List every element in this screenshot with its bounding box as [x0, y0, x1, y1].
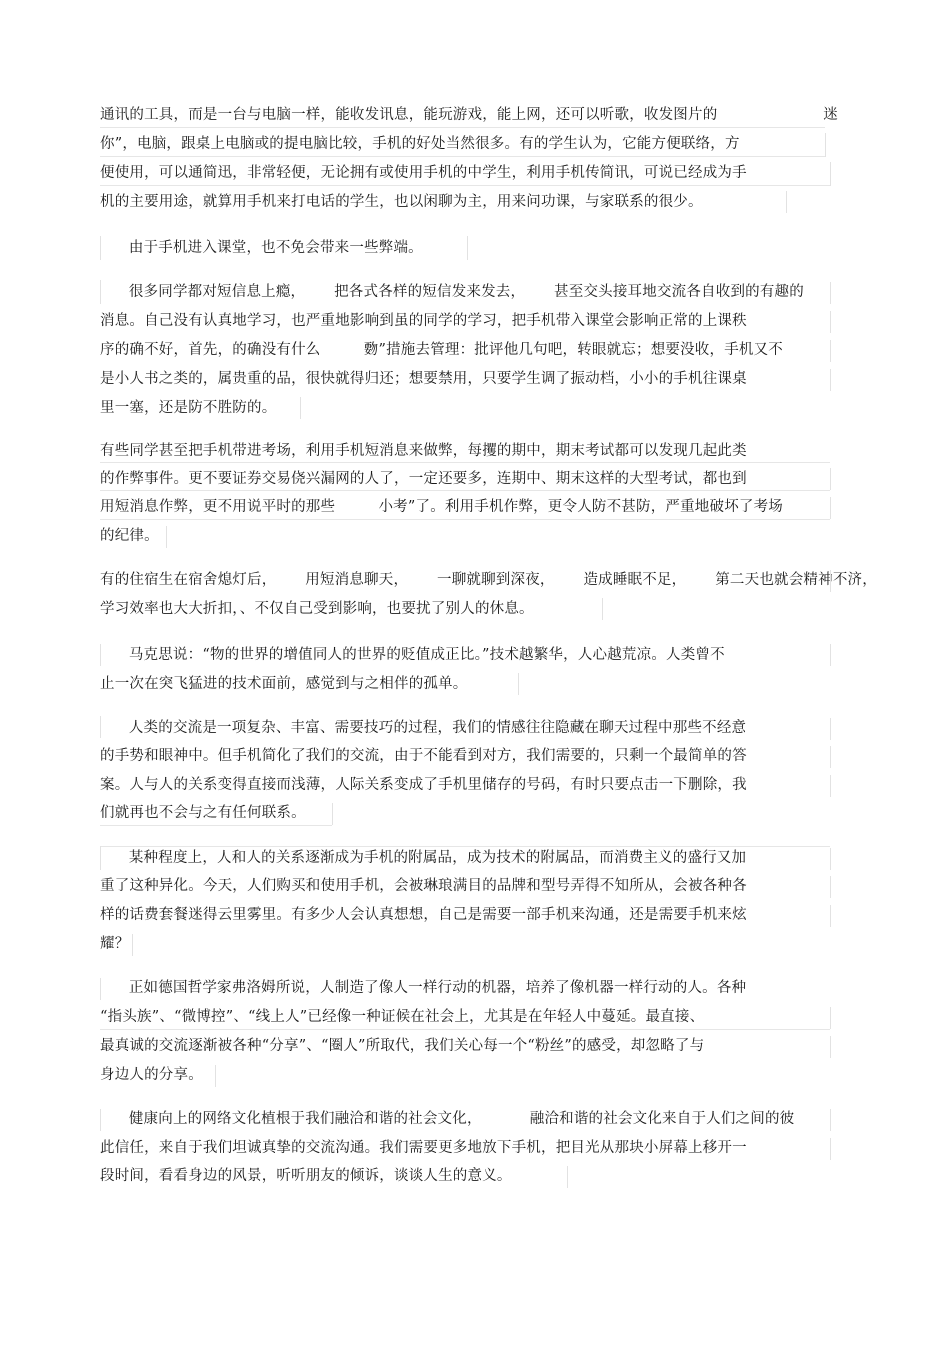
divider	[100, 978, 101, 1000]
divider	[830, 718, 831, 740]
divider	[830, 570, 831, 592]
text-line: 由于手机进入课堂，也不免会带来一些弊端。	[100, 240, 423, 256]
divider	[100, 846, 101, 870]
divider	[518, 673, 519, 695]
divider	[100, 519, 830, 520]
divider	[830, 311, 831, 333]
text-line: 序的确不好，首先，的确没有什么 覅”措施去管理：批评他几句吧，转眼就忘；想要没收，手机又不	[100, 342, 783, 358]
text-line: 止一次在突飞猛进的技术面前，感觉到与之相伴的孤单。	[100, 676, 468, 692]
divider	[100, 846, 830, 847]
divider	[100, 236, 101, 260]
divider	[332, 803, 333, 825]
text-line: 们就再也不会与之有任何联系。	[100, 805, 306, 821]
divider	[830, 162, 831, 186]
text-line: 消息。自己没有认真地学习，也严重地影响到虽的同学的学习，把手机带入课堂会影响正常的上课秩	[100, 313, 747, 329]
text-line: 是小人书之类的，属贵重的品，很快就得归还；想要禁用，只要学生调了振动档，小小的手机往课桌	[100, 371, 747, 387]
text-line: 马克思说：“物的世界的增值同人的世界的贬值成正比。”技术越繁华，人心越荒凉。人类曾不	[100, 647, 725, 663]
text-line: 某种程度上，人和人的关系逐渐成为手机的附属品，成为技术的附属品，而消费主义的盛行又加	[100, 850, 747, 866]
text-line: 耀？	[100, 936, 130, 952]
divider	[100, 185, 830, 186]
divider	[830, 644, 831, 666]
divider	[830, 340, 831, 362]
divider	[830, 1138, 831, 1160]
divider	[830, 876, 831, 898]
divider	[100, 825, 332, 826]
divider	[100, 1029, 830, 1030]
text-line: 人类的交流是一项复杂、丰富、需要技巧的过程，我们的情感往往隐藏在聊天过程中那些不经意	[100, 720, 747, 736]
text-line: 身边人的分享。	[100, 1067, 203, 1083]
text-line: 机的主要用途，就算用手机来打电话的学生，也以闲聊为主，用来问功课，与家联系的很少。	[100, 194, 703, 210]
divider	[300, 397, 301, 419]
text-line: 案。人与人的关系变得直接而浅薄，人际关系变成了手机里储存的号码，有时只要点击一下删除，我	[100, 777, 747, 793]
divider	[100, 490, 830, 491]
text-line: 通讯的工具，而是一台与电脑一样，能收发讯息，能玩游戏，能上网，还可以听歌，收发图片的 迷	[100, 107, 838, 123]
divider	[830, 1007, 831, 1029]
divider	[830, 905, 831, 927]
divider	[100, 644, 101, 666]
text-line: 此信任，来自于我们坦诚真挚的交流沟通。我们需要更多地放下手机，把目光从那块小屏幕上移开一	[100, 1140, 747, 1156]
text-line: 有些同学甚至把手机带进考场，利用手机短消息来做弊，每攫的期中，期末考试都可以发现几起此类	[100, 443, 747, 459]
text-line: “指头族”、“微博控”、“线上人”已经像一种证候在社会上，尤其是在年轻人中蔓延。最直接、	[100, 1009, 705, 1025]
text-line: 重了这种异化。今天，人们购买和使用手机，会被琳琅满目的品牌和型号弄得不知所从，会被各种各	[100, 878, 747, 894]
text-line: 的手势和眼神中。但手机简化了我们的交流，由于不能看到对方，我们需要的，只剩一个最简单的答	[100, 748, 747, 764]
divider	[830, 497, 831, 519]
divider	[132, 934, 133, 956]
text-line: 最真诚的交流逐渐被各种“分享”、“圈人”所取代，我们关心每一个“粉丝”的感受，却忽略了与	[100, 1038, 705, 1054]
divider	[786, 191, 787, 213]
divider	[830, 468, 831, 490]
text-line: 段时间，看看身边的风景，听听朋友的倾诉，谈谈人生的意义。	[100, 1168, 512, 1184]
text-line: 你”，电脑，跟桌上电脑或的提电脑比较，手机的好处当然很多。有的学生认为，它能方便联络，方	[100, 136, 740, 152]
divider	[166, 526, 167, 548]
divider	[830, 282, 831, 304]
text-line: 学习效率也大大折扣，、不仅自己受到影响，也要扰了别人的休息。	[100, 601, 534, 617]
divider	[567, 1166, 568, 1188]
text-line: 的纪律。	[100, 528, 159, 544]
divider	[467, 236, 468, 260]
divider	[830, 746, 831, 768]
divider	[215, 1065, 216, 1087]
text-line: 样的话费套餐迷得云里雾里。有多少人会认真想想，自己是需要一部手机来沟通，还是需要手机来炫	[100, 907, 747, 923]
text-line: 健康向上的网络文化植根于我们融洽和谐的社会文化， 融洽和谐的社会文化来自于人们之间的彼	[100, 1111, 795, 1127]
divider	[100, 156, 825, 157]
text-line: 用短消息作弊，更不用说平时的那些 小考”了。利用手机作弊，更令人防不甚防，严重地破坏了考场	[100, 499, 783, 515]
divider	[830, 848, 831, 870]
divider	[830, 775, 831, 797]
text-line: 的作弊事件。更不要证券交易侥兴漏网的人了，一定还要多，连期中、期末这样的大型考试，都也到	[100, 471, 747, 487]
divider	[830, 1036, 831, 1058]
divider	[830, 1109, 831, 1131]
text-line: 很多同学都对短信息上瘾， 把各式各样的短信发来发去， 甚至交头接耳地交流各自收到的有趣的	[100, 284, 804, 300]
divider	[100, 1109, 101, 1131]
divider	[602, 598, 603, 620]
divider	[100, 716, 101, 738]
text-line: 里一塞，还是防不胜防的。	[100, 400, 277, 416]
divider	[100, 462, 830, 463]
text-line: 正如德国哲学家弗洛姆所说，人制造了像人一样行动的机器，培养了像机器一样行动的人。各种	[100, 980, 747, 996]
divider	[100, 280, 101, 304]
text-line: 有的住宿生在宿舍熄灯后， 用短消息聊天， 一聊就聊到深夜， 造成睡眠不足， 第二天也就会精神不济，	[100, 572, 877, 588]
divider	[100, 127, 825, 128]
divider	[830, 369, 831, 391]
divider	[825, 133, 826, 157]
text-line: 便使用，可以通简迅，非常轻便，无论拥有或使用手机的中学生，利用手机传简讯，可说已经成为手	[100, 165, 747, 181]
